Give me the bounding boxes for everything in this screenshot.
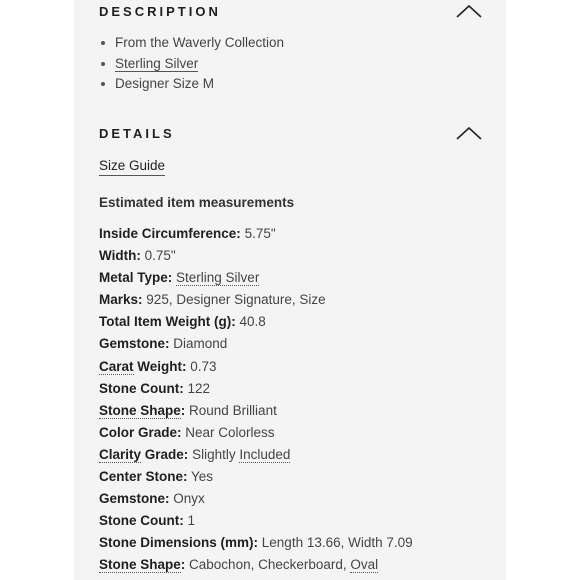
oval-link[interactable]: Oval: [350, 557, 379, 573]
included-link[interactable]: Included: [239, 446, 291, 462]
spec-width: Width: 0.75": [99, 248, 176, 264]
spec-carat-weight: Carat Weight: 0.73: [99, 358, 217, 374]
spec-clarity-grade: Clarity Grade: Slightly Included: [99, 446, 291, 462]
metal-type-link[interactable]: Sterling Silver: [176, 270, 260, 286]
spec-metal-type: Metal Type: Sterling Silver: [99, 270, 260, 286]
stone-shape-link[interactable]: Stone Shape: [99, 557, 181, 573]
list-item: From the Waverly Collection: [99, 33, 284, 54]
specs-list: [99, 224, 499, 578]
description-list: [99, 33, 284, 95]
chevron-up-icon[interactable]: [455, 4, 483, 20]
spec-stone-shape: Stone Shape: Round Brilliant: [99, 402, 277, 418]
estimated-measurements-heading: Estimated item measurements: [99, 195, 295, 210]
details-header[interactable]: [99, 126, 489, 148]
list-item: Designer Size M: [99, 74, 284, 95]
spec-stone-dimensions: Stone Dimensions (mm): Length 13.66, Width 7.09: [99, 535, 413, 551]
spec-center-stone: Center Stone: Yes: [99, 469, 214, 485]
chevron-up-icon[interactable]: [455, 126, 483, 142]
carat-link[interactable]: Carat: [99, 358, 134, 374]
sterling-silver-link[interactable]: Sterling Silver: [115, 55, 199, 71]
clarity-link[interactable]: Clarity: [99, 446, 142, 462]
stone-shape-link[interactable]: Stone Shape: [99, 402, 181, 418]
spec-stone-count: Stone Count: 1: [99, 513, 196, 529]
spec-stone-count: Stone Count: 122: [99, 380, 211, 396]
spec-gemstone: Gemstone: Diamond: [99, 336, 228, 352]
spec-total-weight: Total Item Weight (g): 40.8: [99, 314, 266, 330]
spec-gemstone: Gemstone: Onyx: [99, 491, 205, 507]
spec-inside-circumference: Inside Circumference: 5.75": [99, 226, 276, 241]
size-guide-link[interactable]: Size Guide: [99, 157, 165, 176]
spec-stone-shape: Stone Shape: Cabochon, Checkerboard, Oval: [99, 557, 379, 573]
spec-marks: Marks: 925, Designer Signature, Size: [99, 292, 326, 308]
description-title: DESCRIPTION: [99, 4, 221, 19]
details-title: DETAILS: [99, 126, 175, 141]
list-item[interactable]: [99, 54, 284, 75]
description-header[interactable]: [99, 4, 489, 26]
spec-color-grade: Color Grade: Near Colorless: [99, 424, 275, 440]
